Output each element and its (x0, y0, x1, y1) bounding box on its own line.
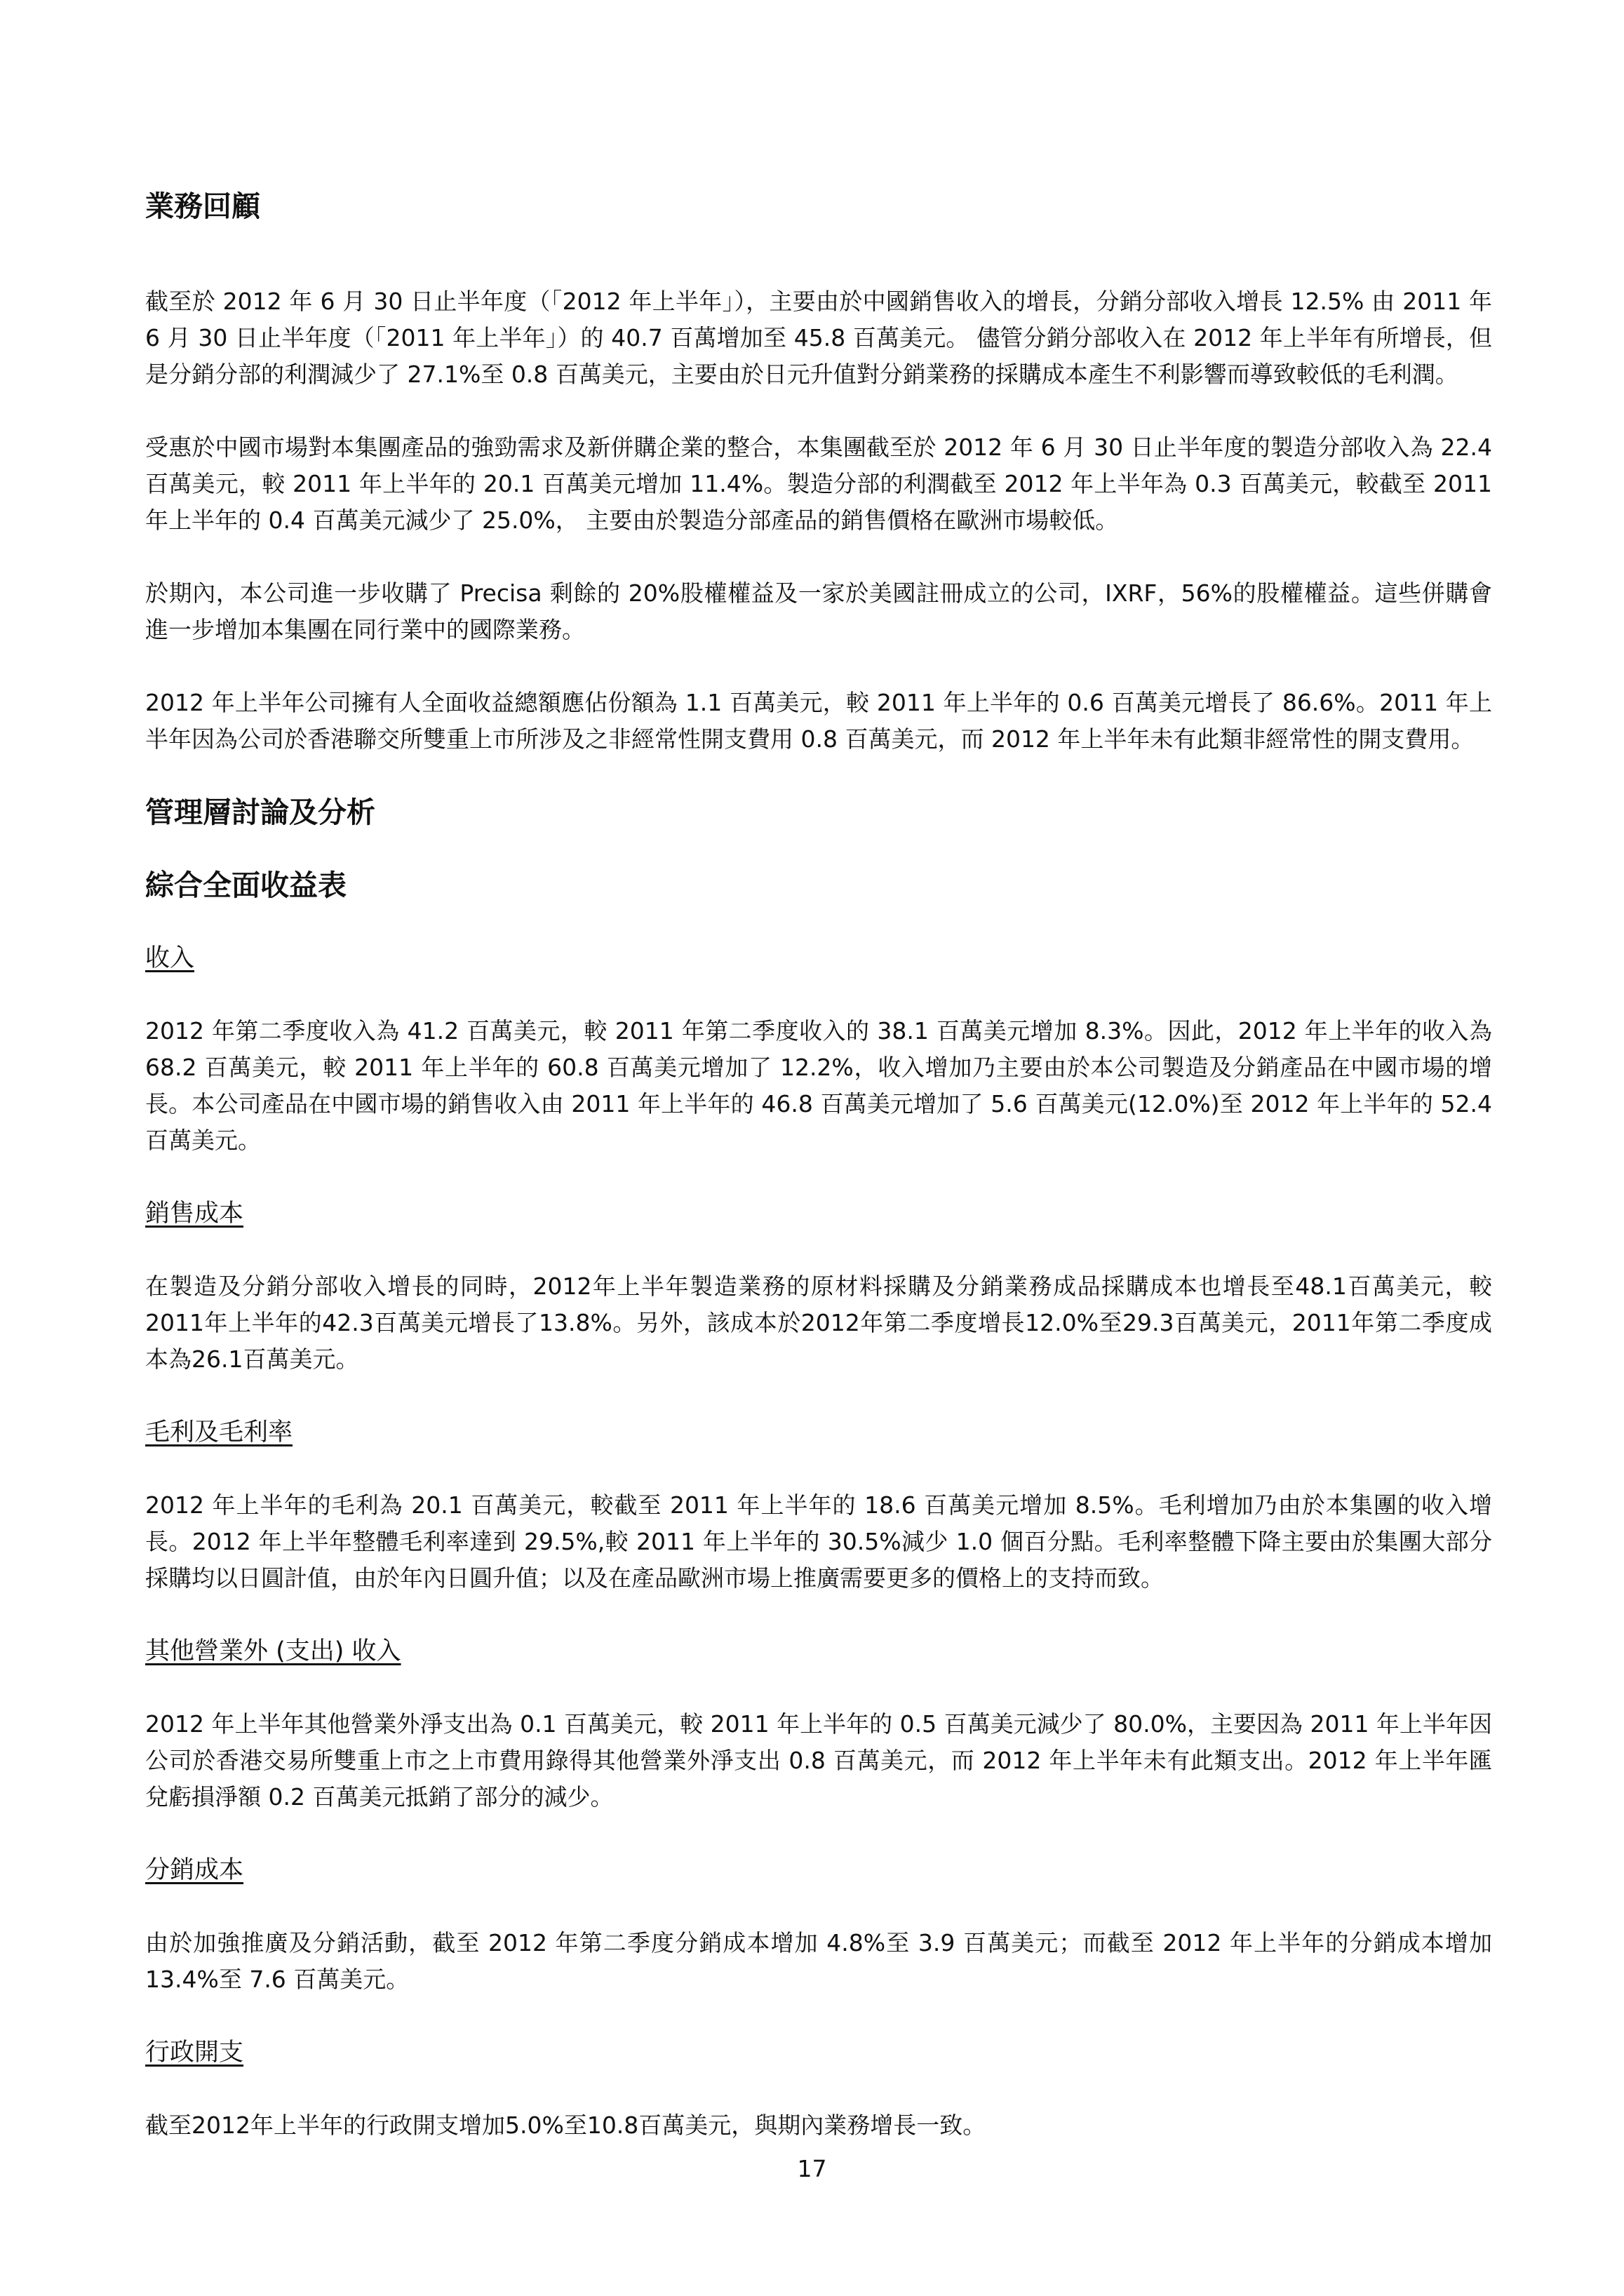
document-page (145, 188, 1492, 2144)
paragraph-administrative-expenses: 截至2012年上半年的行政開支增加5.0%至10.8百萬美元，與期內業務增長一致。 (145, 2112, 986, 2139)
paragraph-gross-profit: 2012 年上半年的毛利為 20.1 百萬美元，較截至 2011 年上半年的 18.6 百萬美元增加 8.5%。毛利增加乃由於本集團的收入增長。2012 年上半年整體毛利率達到 29.5%,較 2011 年上半年的 30.5%減少 1.0 個百分點。毛利率整體下降主要由於集團大部分採購均以日圓計值，由於年內日圓升值；以及在產品歐洲市場上推廣需要更多的價格上的支持而致。 (145, 1491, 1492, 1592)
page-number: 17 (797, 2155, 827, 2182)
subheading-cost-of-sales: 銷售成本 (145, 1200, 244, 1228)
paragraph-cost-of-sales: 在製造及分銷分部收入增長的同時，2012年上半年製造業務的原材料採購及分銷業務成品採購成本也增長至48.1百萬美元，較2011年上半年的42.3百萬美元增長了13.8%。另外，該成本於2012年第二季度增長12.0%至29.3百萬美元，2011年第二季度成本為26.1百萬美元。 (145, 1273, 1492, 1373)
paragraph-other-non-operating: 2012 年上半年其他營業外淨支出為 0.1 百萬美元，較 2011 年上半年的 0.5 百萬美元減少了 80.0%，主要因為 2011 年上半年因公司於香港交易所雙重上市之上市費用錄得其他營業外淨支出 0.8 百萬美元，而 2012 年上半年未有此類支出。2012 年上半年匯兌虧損淨額 0.2 百萬美元抵銷了部分的減少。 (145, 1710, 1492, 1811)
subheading-administrative-expenses: 行政開支 (145, 2039, 244, 2067)
section-title-mda: 管理層討論及分析 (145, 795, 375, 829)
subsection-title-income-statement: 綜合全面收益表 (145, 868, 347, 902)
paragraph-revenue: 2012 年第二季度收入為 41.2 百萬美元，較 2011 年第二季度收入的 38.1 百萬美元增加 8.3%。因此，2012 年上半年的收入為 68.2 百萬美元，較 2011 年上半年的 60.8 百萬美元增加了 12.2%，收入增加乃主要由於本公司製造及分銷產品在中國市場的增長。本公司產品在中國市場的銷售收入由 2011 年上半年的 46.8 百萬美元增加了 5.6 百萬美元(12.0%)至 2012 年上半年的 52.4 百萬美元。 (145, 1017, 1492, 1154)
subheading-gross-profit: 毛利及毛利率 (145, 1418, 293, 1446)
business-review-paragraph-4: 2012 年上半年公司擁有人全面收益總額應佔份額為 1.1 百萬美元，較 2011 年上半年的 0.6 百萬美元增長了 86.6%。2011 年上半年因為公司於香港聯交所雙重上市所涉及之非經常性開支費用 0.8 百萬美元，而 2012 年上半年未有此類非經常性的開支費用。 (145, 689, 1492, 753)
business-review-paragraph-3: 於期內，本公司進一步收購了 Precisa 剩餘的 20%股權權益及一家於美國註冊成立的公司，IXRF，56%的股權權益。這些併購會進一步增加本集團在同行業中的國際業務。 (145, 579, 1492, 643)
section-title-business-review: 業務回顧 (145, 189, 260, 223)
subheading-other-non-operating: 其他營業外 (支出) 收入 (145, 1637, 401, 1665)
business-review-paragraph-1: 截至於 2012 年 6 月 30 日止半年度（「2012 年上半年」），主要由於中國銷售收入的增長，分銷分部收入增長 12.5% 由 2011 年 6 月 30 日止半年度（「2011 年上半年」）的 40.7 百萬增加至 45.8 百萬美元。 儘管分銷分部收入在 2012 年上半年有所增長，但是分銷分部的利潤減少了 27.1%至 0.8 百萬美元，主要由於日元升值對分銷業務的採購成本產生不利影響而導致較低的毛利潤。 (145, 288, 1492, 388)
business-review-paragraph-2: 受惠於中國市場對本集團產品的強勁需求及新併購企業的整合，本集團截至於 2012 年 6 月 30 日止半年度的製造分部收入為 22.4 百萬美元，較 2011 年上半年的 20.1 百萬美元增加 11.4%。製造分部的利潤截至 2012 年上半年為 0.3 百萬美元，較截至 2011 年上半年的 0.4 百萬美元減少了 25.0%， 主要由於製造分部產品的銷售價格在歐洲市場較低。 (145, 434, 1492, 534)
subheading-revenue: 收入 (145, 944, 195, 972)
subheading-distribution-costs: 分銷成本 (145, 1856, 244, 1884)
paragraph-distribution-costs: 由於加強推廣及分銷活動，截至 2012 年第二季度分銷成本增加 4.8%至 3.9 百萬美元；而截至 2012 年上半年的分銷成本增加 13.4%至 7.6 百萬美元。 (145, 1929, 1492, 1993)
